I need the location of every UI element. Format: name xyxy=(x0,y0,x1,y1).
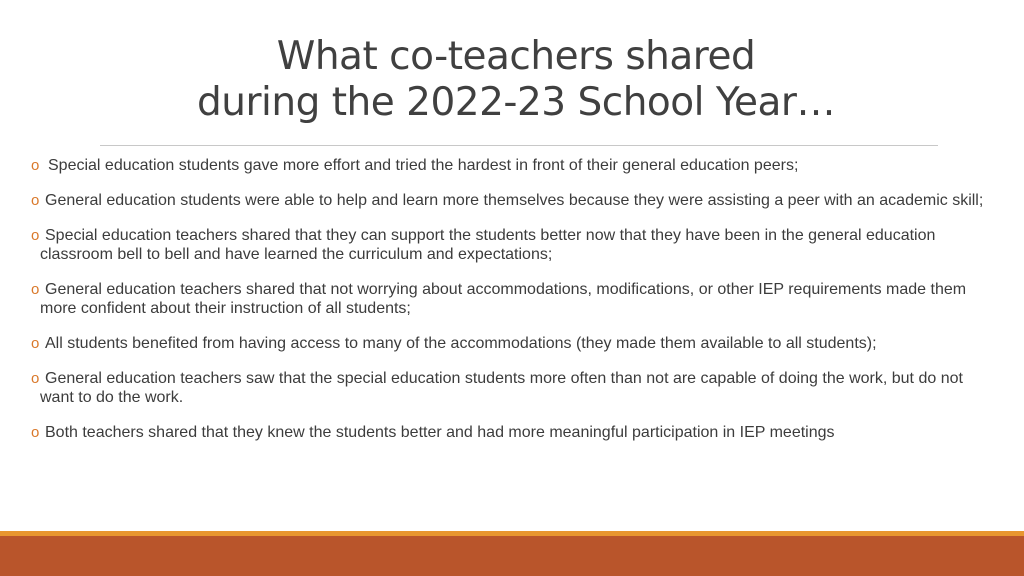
bullet-item xyxy=(30,369,990,407)
bullet-marker-icon: o xyxy=(31,335,40,352)
bullet-marker-icon: o xyxy=(31,424,40,441)
bullet-item xyxy=(30,280,990,318)
bullet-marker-icon: o xyxy=(31,192,40,209)
bullet-marker-icon: o xyxy=(31,227,40,244)
bullet-text: Special education teachers shared that they can support the students better now that they have been in the general education classroom bell to bell and have learned the curriculum and expectations; xyxy=(40,227,936,263)
bullet-item xyxy=(30,423,990,442)
bullet-item xyxy=(30,226,990,264)
bullet-item xyxy=(30,191,990,210)
bullet-item xyxy=(30,156,990,175)
bullet-text: All students benefited from having access to many of the accommodations (they made them available to all students); xyxy=(45,335,877,352)
bullet-marker-icon: o xyxy=(31,157,40,174)
footer-accent-bar xyxy=(0,536,1024,576)
title-divider xyxy=(100,145,938,146)
bullet-text: General education students were able to help and learn more themselves because they were assisting a peer with an academic skill; xyxy=(45,192,984,209)
title-line-1: What co-teachers shared xyxy=(276,34,756,79)
slide-title xyxy=(100,34,932,126)
bullet-text: General education teachers shared that not worrying about accommodations, modifications, or other IEP requirements made them more confident about their instruction of all students; xyxy=(40,281,967,317)
bullet-text: General education teachers saw that the special education students more often than not are capable of doing the work, but do not want to do the work. xyxy=(40,370,963,406)
bullet-text: Special education students gave more effort and tried the hardest in front of their general education peers; xyxy=(48,157,799,174)
title-line-2: during the 2022-23 School Year… xyxy=(197,80,835,125)
bullet-list xyxy=(30,156,990,458)
bullet-text: Both teachers shared that they knew the students better and had more meaningful participation in IEP meetings xyxy=(45,424,835,441)
bullet-item xyxy=(30,334,990,353)
bullet-marker-icon: o xyxy=(31,370,40,387)
bullet-marker-icon: o xyxy=(31,281,40,298)
